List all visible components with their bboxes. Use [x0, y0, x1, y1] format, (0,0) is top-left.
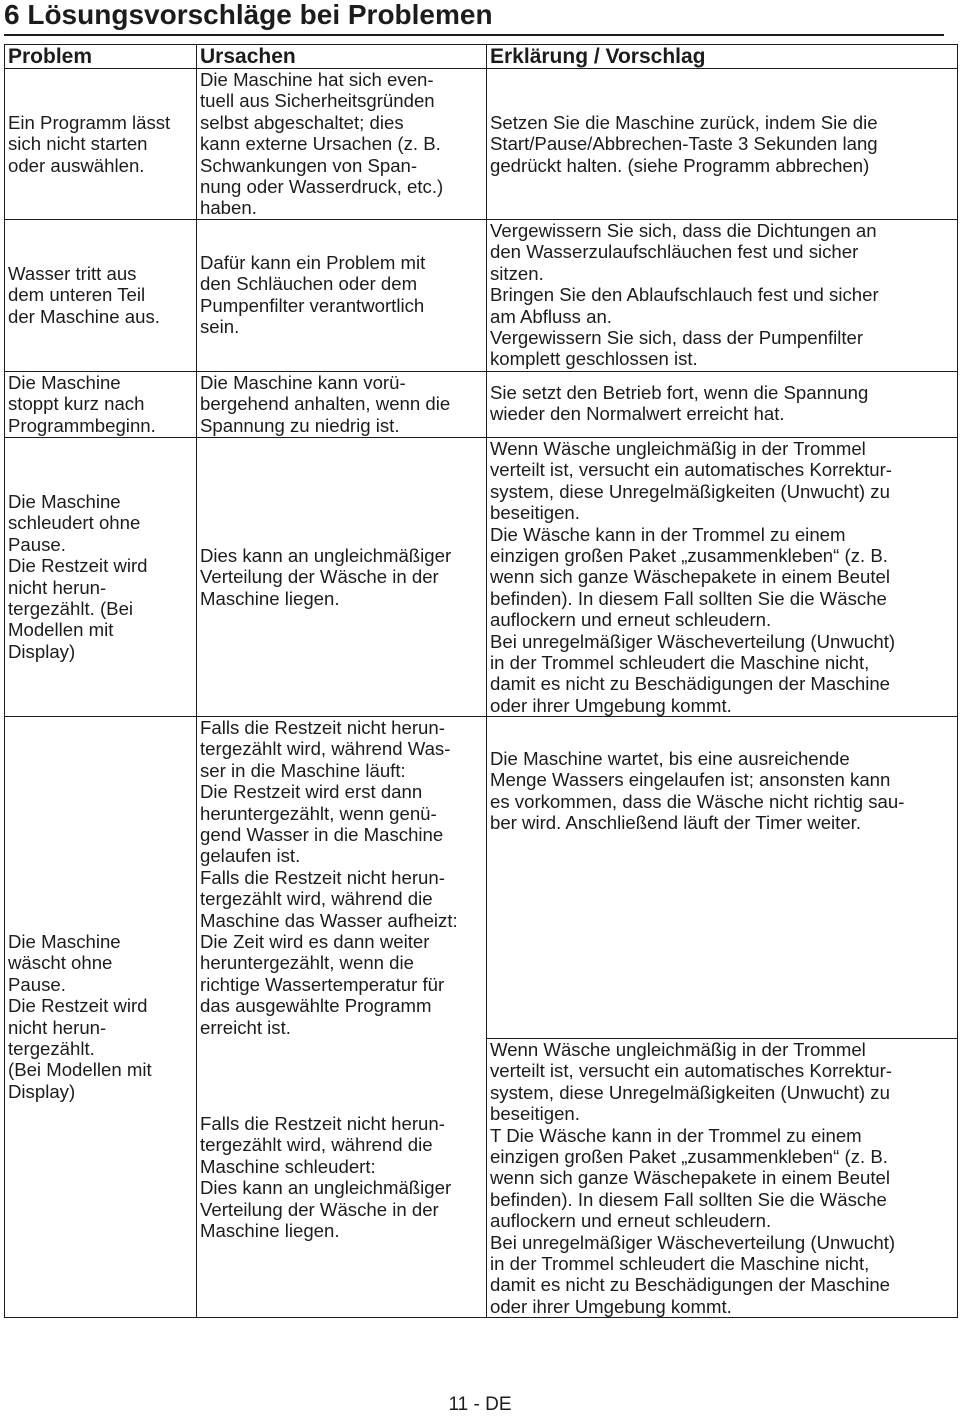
column-header-solution: Erklärung / Vorschlag	[490, 45, 706, 68]
row-1-solution: Setzen Sie die Maschine zurück, indem Sie die Start/Pause/Abbrechen-Taste 3 Sekunden lang gedrückt halten. (siehe Programm abbrechen)	[490, 112, 878, 176]
row-3-problem: Die Maschine stoppt kurz nach Programmbeginn.	[8, 372, 156, 436]
table-border-left	[4, 44, 5, 1318]
title-rule	[4, 34, 944, 36]
row-4-solution: Wenn Wäsche ungleichmäßig in der Trommel verteilt ist, versucht ein automatisches Korrektur- system, diese Unregelmäßigkeiten (Unwucht) zu beseitigen. Die Wäsche kann in der Trommel zu einem einzigen großen Paket „zusammenkleben“ (z. B. wenn sich ganze Wäschepakete in einem Beutel befinden). In diesem Fall sollten Sie die Wäsche auflockern und erneut schleudern. Bei unregelmäßiger Wäscheverteilung (Unwucht) in der Trommel schleudert die Maschine nicht, damit es nicht zu Beschädigungen der Maschine oder ihrer Umgebung kommt.	[490, 438, 896, 716]
row-5-solution-b: Wenn Wäsche ungleichmäßig in der Trommel verteilt ist, versucht ein automatisches Korrektur- system, diese Unregelmäßigkeiten (Unwucht) zu beseitigen. T Die Wäsche kann in der Trommel zu einem einzigen großen Paket „zusammenkleben“ (z. B. wenn sich ganze Wäschepakete in einem Beutel befinden). In diesem Fall sollten Sie die Wäsche auflockern und erneut schleudern. Bei unregelmäßiger Wäscheverteilung (Unwucht) in der Trommel schleudert die Maschine nicht, damit es nicht zu Beschädigungen der Maschine oder ihrer Umgebung kommt.	[490, 1039, 896, 1317]
row-1-cause: Die Maschine hat sich even- tuell aus Sicherheitsgründen selbst abgeschaltet; dies kann externe Ursachen (z. B. Schwankungen von Span- nung oder Wasserdruck, etc.) haben.	[200, 69, 444, 219]
column-divider-2	[486, 44, 487, 1318]
table-border-right	[957, 44, 958, 1318]
row-3-cause: Die Maschine kann vorü- bergehend anhalten, wenn die Spannung zu niedrig ist.	[200, 372, 451, 436]
row-4-problem: Die Maschine schleudert ohne Pause. Die Restzeit wird nicht herun- tergezählt. (Bei Modellen mit Display)	[8, 491, 148, 662]
row-2-cause: Dafür kann ein Problem mit den Schläuchen oder dem Pumpenfilter verantwortlich sein.	[200, 252, 426, 338]
row-3-solution: Sie setzt den Betrieb fort, wenn die Spannung wieder den Normalwert erreicht hat.	[490, 382, 869, 425]
column-header-problem: Problem	[8, 45, 93, 68]
row-2-problem: Wasser tritt aus dem unteren Teil der Maschine aus.	[8, 263, 160, 327]
row-5-cause-a: Falls die Restzeit nicht herun- tergezählt wird, während Was- ser in die Maschine läuft: Die Restzeit wird erst dann heruntergezählt, wenn genü- gend Wasser in die Maschine gelaufen ist. Falls die Restzeit nicht herun- tergezählt wird, während die Maschine das Wasser aufheizt: Die Zeit wird es dann weiter heruntergezählt, wenn die richtige Wassertemperatur für das ausgewählte Programm erreicht ist.	[200, 717, 458, 1038]
header-divider	[4, 68, 958, 69]
row-1-problem: Ein Programm lässt sich nicht starten oder auswählen.	[8, 112, 171, 176]
row-2-solution: Vergewissern Sie sich, dass die Dichtungen an den Wasserzulaufschläuchen fest und sicher sitzen. Bringen Sie den Ablaufschlauch fest und sicher am Abfluss an. Vergewissern Sie sich, dass der Pumpenfilter komplett geschlossen ist.	[490, 220, 879, 370]
page-number: 11 - DE	[448, 1394, 512, 1415]
column-divider-1	[196, 44, 197, 1318]
row-5-solution-a: Die Maschine wartet, bis eine ausreichende Menge Wassers eingelaufen ist; ansonsten kann es vorkommen, dass die Wäsche nicht richtig sau- ber wird. Anschließend läuft der Timer weiter.	[490, 748, 905, 834]
page-title: 6 Lösungsvorschläge bei Problemen	[4, 0, 493, 30]
row-5-problem: Die Maschine wäscht ohne Pause. Die Restzeit wird nicht herun- tergezählt. (Bei Modellen mit Display)	[8, 931, 152, 1102]
table-border-top	[4, 44, 958, 45]
row-4-cause: Dies kann an ungleichmäßiger Verteilung der Wäsche in der Maschine liegen.	[200, 545, 452, 609]
column-header-cause: Ursachen	[200, 45, 296, 68]
row-5-cause-b: Falls die Restzeit nicht herun- tergezählt wird, während die Maschine schleudert: Dies kann an ungleichmäßiger Verteilung der Wäsche in der Maschine liegen.	[200, 1113, 452, 1242]
